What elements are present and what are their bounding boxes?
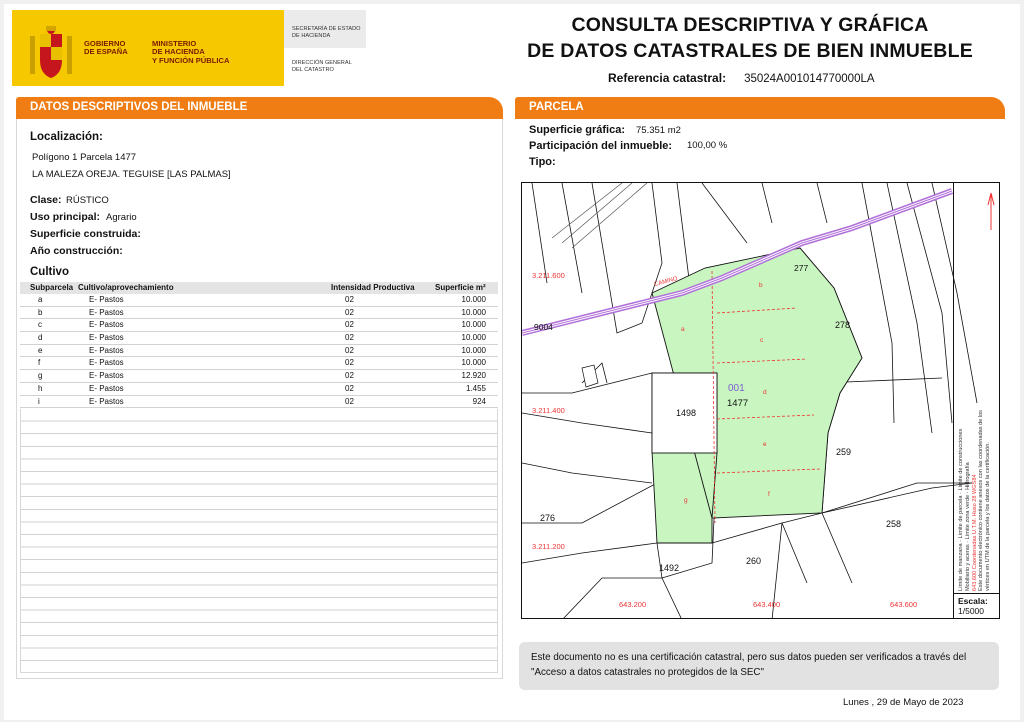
intensidad-cell: 02 [345,333,354,343]
uso-value: Agrario [106,212,137,223]
intensidad-cell: 02 [345,295,354,304]
coat-of-arms-icon [28,26,74,82]
disclaimer-note: Este documento no es una certificación catastral, pero sus datos pueden ser verificados a través del "Acceso a datos catastrales no protegidos de la SEC" [519,642,999,690]
page-subtitle: DE DATOS CATASTRALES DE BIEN INMUEBLE [527,40,973,62]
anio-construccion-label: Año construcción: [30,245,123,257]
subparcela-cell: d [38,333,43,343]
superficie-cell: 10.000 [461,345,486,355]
secretaria-text: SECRETARÍA DE ESTADO DE HACIENDA [292,26,361,39]
parcel-label-260: 260 [746,556,762,566]
clase-label: Clase: [30,194,62,206]
descriptive-data-bar: DATOS DESCRIPTIVOS DEL INMUEBLE [16,97,503,119]
superficie-cell: 12.920 [461,371,486,381]
superficie-construida-label: Superficie construida: [30,228,141,240]
clase-value: RÚSTICO [66,195,109,206]
reference-value: 35024A001014770000LA [744,73,875,85]
northing-3211200: 3.211.200 [532,542,565,551]
address-line1: Polígono 1 Parcela 1477 [32,152,137,163]
subparcela-cell: e [38,345,43,355]
map-legend [953,183,999,593]
secretaria-block [284,10,366,86]
parcel-label-276: 276 [540,513,556,523]
table-row [20,383,498,396]
superficie-cell: 1.455 [465,383,486,393]
subparcel-a: a [681,326,685,333]
parcel-label-277: 277 [794,263,809,273]
table-row [20,319,498,332]
northing-3211600: 3.211.600 [532,271,565,280]
table-row [20,345,498,358]
road-other [552,183,647,248]
page-title: CONSULTA DESCRIPTIVA Y GRÁFICA [571,14,929,36]
easting-643400: 643.400 [753,600,781,609]
subparcela-cell: i [38,396,40,406]
superficie-cell: 10.000 [461,320,486,330]
subparcel-f: f [768,491,770,498]
direccion-text: DIRECCIÓN GENERAL DEL CATASTRO [292,60,352,73]
subparcel-e: e [763,441,767,448]
table-row [20,294,498,307]
gov-name: GOBIERNO DE ESPAÑA [84,39,128,57]
cultivo-cell: E- Pastos [89,295,124,304]
parcel-label-258: 258 [886,519,902,529]
cadastral-map[interactable] [521,182,1000,619]
intensidad-cell: 02 [345,358,354,368]
easting-643600: 643.600 [890,600,918,609]
gov-logo-block [12,10,284,86]
participacion-label: Participación del inmueble: [529,140,673,152]
subparcela-cell: g [38,371,43,381]
localizacion-label: Localización: [30,131,103,143]
participacion-value: 100,00 % [687,140,728,151]
table-header: Subparcela Cultivo/aprovechamiento Intensidad Productiva Superficie m² [20,282,498,294]
map-scale: Escala: 1/5000 [953,593,999,619]
table-row [20,357,498,370]
reference [608,71,875,85]
parcela-bar: PARCELA [515,97,1005,119]
subparcela-cell: a [38,295,43,304]
tipo-label: Tipo: [529,156,556,168]
cultivo-table [20,282,498,408]
table-empty-rows [20,409,498,673]
superficie-cell: 10.000 [461,333,486,343]
superficie-grafica-value: 75.351 m2 [636,125,681,136]
superficie-cell: 924 [472,396,486,406]
cultivo-cell: E- Pastos [89,383,124,393]
cultivo-cell: E- Pastos [89,345,124,355]
uso-label: Uso principal: [30,211,101,223]
table-row [20,332,498,345]
superficie-cell: 10.000 [461,358,486,368]
address-line2: LA MALEZA OREJA. TEGUISE [LAS PALMAS] [32,169,231,180]
intensidad-cell: 02 [345,396,354,406]
intensidad-cell: 02 [345,345,354,355]
reference-label: Referencia catastral: [608,71,727,85]
subparcel-d: d [763,389,767,396]
parcel-label-1492: 1492 [659,563,680,573]
cultivo-cell: E- Pastos [89,320,124,330]
main-parcel-number: 1477 [727,398,749,409]
subparcela-cell: h [38,383,43,393]
cultivo-cell: E- Pastos [89,371,124,381]
road-label: CAMINO [653,275,679,289]
subparcel-g: g [684,497,688,504]
intensidad-cell: 02 [345,371,354,381]
table-row [20,370,498,383]
parcel-label-1498: 1498 [676,408,697,418]
superficie-cell: 10.000 [461,295,486,304]
parcel-label-259: 259 [836,447,852,457]
northing-3211400: 3.211.400 [532,406,565,415]
table-row [20,396,498,409]
parcel-label-278: 278 [835,320,851,330]
cultivo-cell: E- Pastos [89,307,124,317]
intensidad-cell: 02 [345,383,354,393]
north-arrow-icon [954,185,1000,245]
cultivo-cell: E- Pastos [89,396,124,406]
legend-text: Límite de manzana · Límite de parcela · Límite de construcciones Mobiliario y aceras · Límite zona verde · Hidrografía 643.600 Coordenadas U.T.M. Huso 28 WGS84 Este documento electrónico contiene anexos con las coordenadas de los vértices en UTM de la parcela y los datos de la certificación. [958,410,992,591]
subparcela-cell: c [38,320,42,330]
superficie-grafica-label: Superficie gráfica: [529,124,625,136]
parcel-label-9004: 9004 [534,322,553,332]
cultivo-cell: E- Pastos [89,333,124,343]
subparcela-cell: b [38,307,43,317]
map-drawing [522,183,1000,619]
subparcel-b: b [759,282,763,289]
subparcel-c: c [760,337,764,344]
easting-643200: 643.200 [619,600,647,609]
document-date: Lunes , 29 de Mayo de 2023 [843,697,964,708]
superficie-cell: 10.000 [461,307,486,317]
table-row [20,307,498,320]
main-parcel-code: 001 [728,383,745,394]
intensidad-cell: 02 [345,320,354,330]
cultivo-cell: E- Pastos [89,358,124,368]
intensidad-cell: 02 [345,307,354,317]
cultivo-label: Cultivo [30,266,69,278]
ministry-name: MINISTERIO DE HACIENDA Y FUNCIÓN PÚBLICA [152,39,230,65]
subparcela-cell: f [38,358,41,368]
